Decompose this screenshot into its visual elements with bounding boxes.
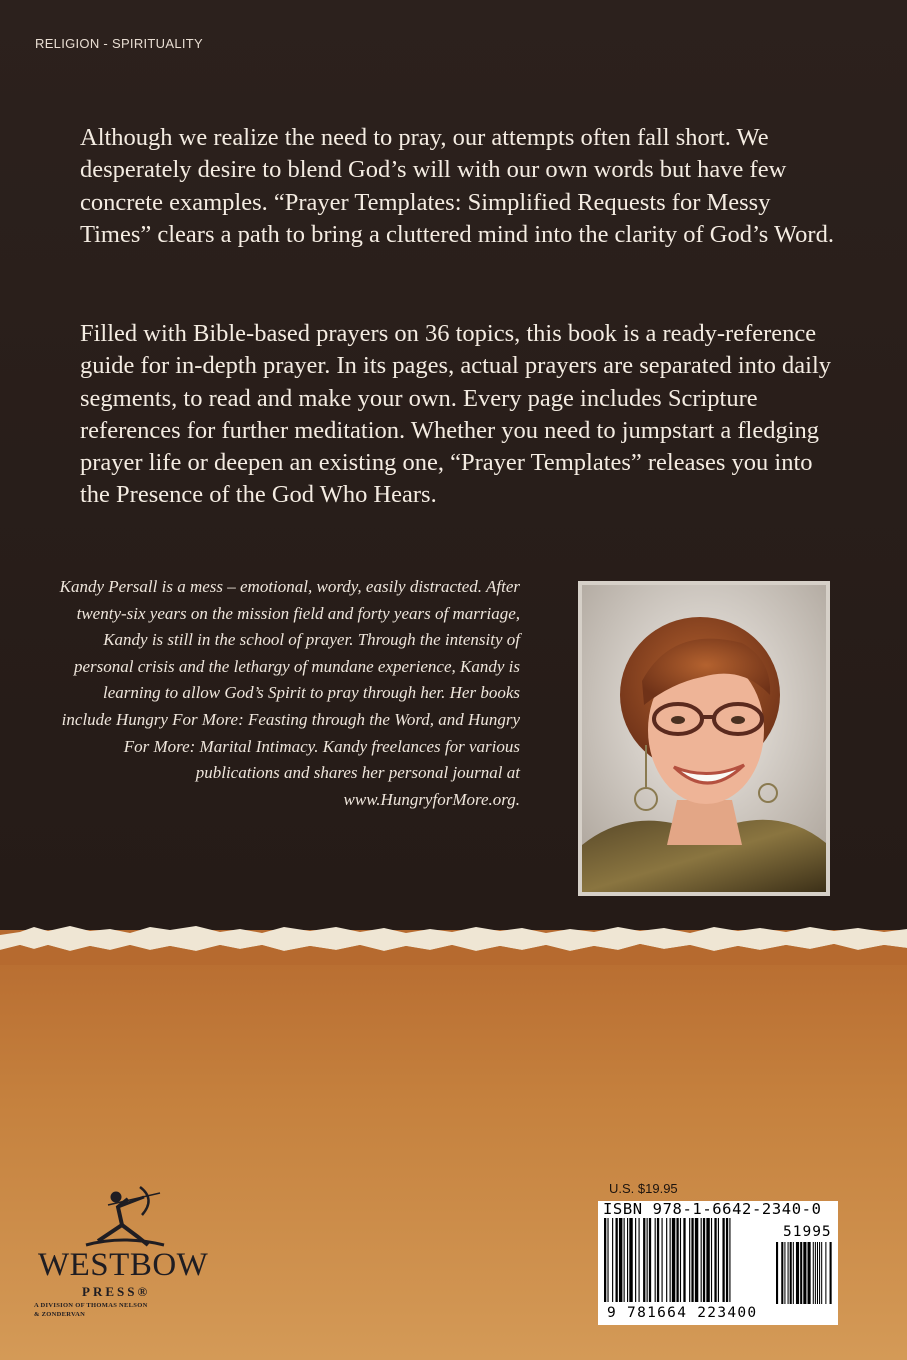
- barcode-addon-bar: [813, 1242, 814, 1304]
- barcode-bar: [718, 1218, 719, 1302]
- barcode-bar: [635, 1218, 636, 1302]
- barcode-bar: [655, 1218, 656, 1302]
- author-portrait-image: [582, 585, 826, 892]
- barcode-addon-bar: [825, 1242, 826, 1304]
- barcode-addon-bar: [803, 1242, 806, 1304]
- publisher-division-line-1: A DIVISION OF THOMAS NELSON: [34, 1302, 148, 1309]
- barcode-addon-bar: [784, 1242, 785, 1304]
- barcode-bar: [691, 1218, 693, 1302]
- barcode-bar: [662, 1218, 663, 1302]
- barcode-bar: [683, 1218, 685, 1302]
- barcode-addon-bar: [819, 1242, 820, 1304]
- barcode-bar: [711, 1218, 712, 1302]
- barcode-bar: [680, 1218, 681, 1302]
- isbn-text: ISBN 978-1-6642-2340-0: [603, 1200, 822, 1218]
- barcode-bar: [672, 1218, 675, 1302]
- barcode-bar: [722, 1218, 724, 1302]
- author-bio: Kandy Persall is a mess – emotional, wordy, easily distracted. After twenty-six years on the mission field and forty years of marriage, Kandy is still in the school of prayer. Through the intensity of personal crisis and the lethargy of mundane experience, Kandy is learning to allow God’s Spirit to pray through her. Her books include Hungry For More: Feasting through the Word, and Hungry For More: Marital Intimacy. Kandy freelances for various publications and shares her personal journal at www.HungryforMore.org.: [59, 577, 520, 809]
- barcode-addon-bar: [796, 1242, 799, 1304]
- barcode-bar: [619, 1218, 622, 1302]
- barcode-addon-bar: [793, 1242, 794, 1304]
- barcode-bar: [647, 1218, 648, 1302]
- barcode-bar: [624, 1218, 625, 1302]
- barcode-bar: [701, 1218, 702, 1302]
- barcode-addon-bar: [781, 1242, 783, 1304]
- barcode-bar: [706, 1218, 709, 1302]
- publisher-division-line-2: & ZONDERVAN: [34, 1311, 86, 1318]
- barcode-addon-bar: [790, 1242, 792, 1304]
- barcode-bar: [729, 1218, 730, 1302]
- barcode-bar: [703, 1218, 705, 1302]
- barcode-bar: [604, 1218, 606, 1302]
- barcode-digits: 9 781664 223400: [607, 1305, 758, 1321]
- barcode-addon-bar: [800, 1242, 802, 1304]
- barcode-bar: [714, 1218, 716, 1302]
- publisher-logo: [26, 1185, 216, 1330]
- barcode-bar: [695, 1218, 698, 1302]
- barcode-bar: [726, 1218, 728, 1302]
- barcode-bar: [607, 1218, 608, 1302]
- publisher-press: PRESS®: [82, 1284, 151, 1299]
- barcode-addon-code: 51995: [783, 1224, 832, 1240]
- barcode-bar: [657, 1218, 659, 1302]
- barcode-bar: [639, 1218, 640, 1302]
- barcode-addon-bar: [808, 1242, 811, 1304]
- barcode-bar: [643, 1218, 645, 1302]
- barcode-bar: [629, 1218, 632, 1302]
- barcode-addon-bar: [821, 1242, 822, 1304]
- barcode-bar: [689, 1218, 690, 1302]
- barcode-bars: [604, 1218, 832, 1306]
- torn-paper-edge: [0, 905, 907, 965]
- archer-icon: [78, 1185, 168, 1255]
- description-paragraph-1: Although we realize the need to pray, our attempts often fall short. We desperately desire to blend God’s will with our own words but have few concrete examples. “Prayer Templates: Simplified Requests for Messy Times” clears a path to bring a cluttered mind into the clarity of God’s Word.: [80, 124, 834, 248]
- barcode-bar: [616, 1218, 618, 1302]
- barcode-bar: [670, 1218, 671, 1302]
- barcode-bar: [666, 1218, 667, 1302]
- barcode-addon-bar: [815, 1242, 816, 1304]
- publisher-name: WESTBOW: [38, 1247, 209, 1283]
- description-paragraph-2: Filled with Bible-based prayers on 36 topics, this book is a ready-reference guide for in-depth prayer. In its pages, actual prayers are separated into daily segments, to read and make your own. Every page includes Scripture references for further meditation. Whether you need to jumpstart a fledging prayer life or deepen an existing one, “Prayer Templates” releases you into the Presence of the God Who Hears.: [80, 320, 832, 509]
- barcode-bar: [627, 1218, 628, 1302]
- barcode-addon-bar: [776, 1242, 778, 1304]
- barcode-addon-bar: [830, 1242, 832, 1304]
- barcode-bar: [676, 1218, 678, 1302]
- barcode-addon-bar: [788, 1242, 789, 1304]
- category-label: RELIGION - SPIRITUALITY: [35, 36, 203, 51]
- price-label: U.S. $19.95: [609, 1181, 678, 1196]
- barcode-bar: [612, 1218, 613, 1302]
- barcode-bar: [649, 1218, 651, 1302]
- author-photo: [578, 581, 830, 896]
- barcode-addon-bar: [817, 1242, 818, 1304]
